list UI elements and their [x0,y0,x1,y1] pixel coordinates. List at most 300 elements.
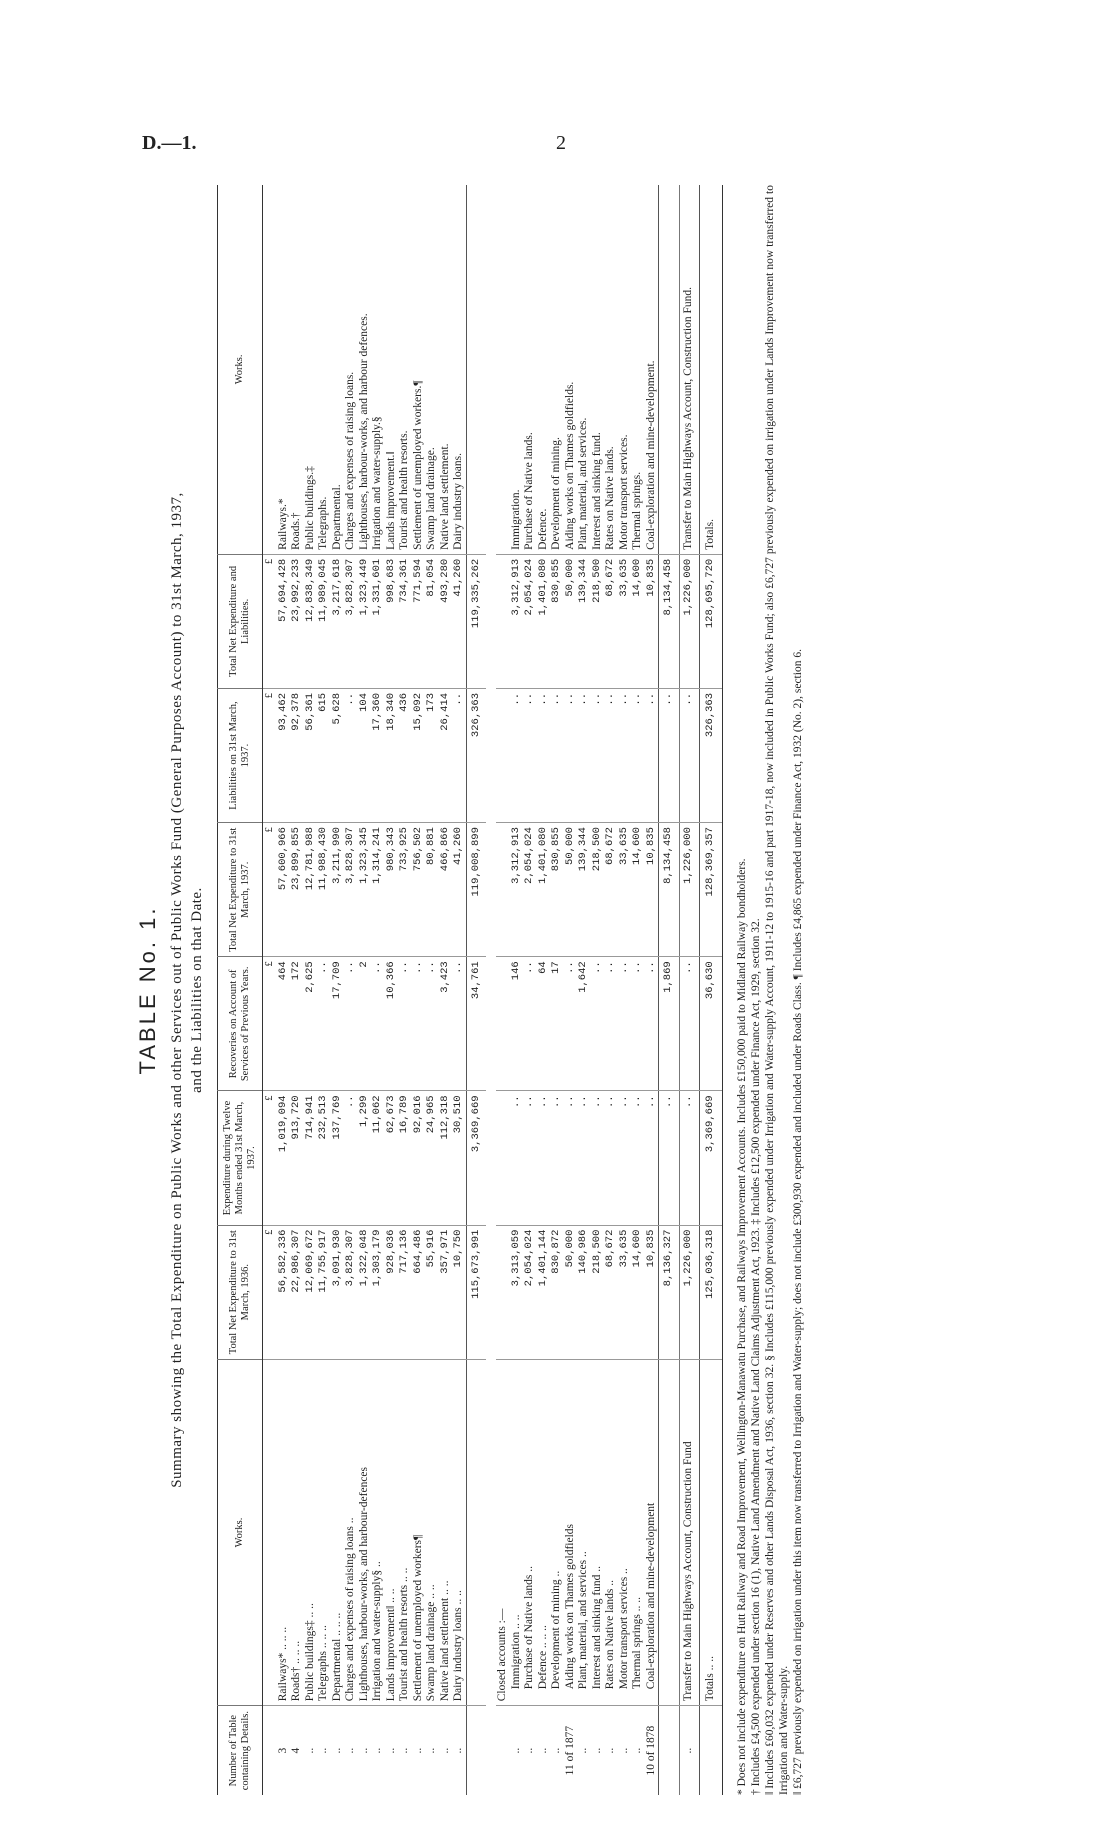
cell-works [466,1359,486,1706]
table-row [385,185,399,1795]
cell-works: Telegraphs .. .. .. [317,1359,331,1706]
cell-liab: 56,361 [304,688,318,822]
footnote: † Includes £4,500 expended under section 16 (1), Native Land Amendment and Native Land Claims Adjustment Act, 1923. ‡ Includes £12,500 expended under Finance Act, 1929, section 32. [749,918,762,1795]
table-row [277,185,291,1795]
cell-works2: Irrigation and water-supply.§ [371,416,383,550]
cell-num: .. [439,1706,453,1795]
cell-works2 [659,185,680,554]
cell-rec: 1,869 [659,957,680,1091]
currency-row [263,185,277,1795]
cell-works: Immigration .. .. [510,1359,524,1706]
cell-t36: 22,986,307 [290,1225,304,1359]
cell-num: 10 of 1878 [645,1706,659,1795]
cell-liab: .. [537,688,551,822]
cell-works [659,1359,680,1706]
cell-num: .. [385,1706,399,1795]
cell-num: .. [591,1706,605,1795]
cell-num [466,1706,486,1795]
cell-liab: 104 [358,688,372,822]
cell-works: Rates on Native lands .. [604,1359,618,1706]
cell-t37: 980,343 [385,823,399,957]
footnote: ‖ £6,727 previously expended on irrigation under this item now transferred to Irrigation and Water-supply; does not include £300,930 expended and included under Roads Class. ¶ Includes £4,865 expended under Finance Act, 1932 (No. 2), section 6. [791,649,804,1795]
cell-works2: Coal-exploration and mine-development. [644,360,657,550]
cell-t36: 125,036,318 [700,1225,723,1359]
cell-works: Plant, material, and services .. [577,1359,591,1706]
cell-exp: .. [510,1091,524,1225]
table-row [412,185,426,1795]
cell-exp: 112,318 [439,1091,453,1225]
cell-exp: 3,369,669 [700,1091,723,1225]
cell-t36: 10,750 [452,1225,466,1359]
col-number: Number of Table containing Details. [218,1706,263,1795]
cell-exp: .. [344,1091,358,1225]
table-row [439,185,453,1795]
table-row [331,185,345,1795]
document-code: D.—1. [142,132,197,154]
cell-exp: 62,673 [385,1091,399,1225]
cell-works2: Charges and expenses of raising loans. [344,371,356,550]
cell-t37: 466,866 [439,823,453,957]
cell-num: .. [331,1706,345,1795]
cell-works2: Immigration. [509,489,522,550]
currency-symbol: £ [263,688,277,822]
cell-t37: 218,500 [591,823,605,957]
col-works-repeat: Works. [218,185,263,554]
cell-works: Defence .. .. .. [537,1359,551,1706]
cell-works: Charges and expenses of raising loans .. [344,1359,358,1706]
cell-t36: 717,136 [398,1225,412,1359]
cell-works2: Defence. [536,508,549,550]
table-row [700,185,723,1795]
cell-works: Irrigation and water-supply§ .. [371,1359,385,1706]
cell-works2: Settlement of unemployed workers.¶ [411,380,424,550]
cell-works: Purchase of Native lands .. [523,1359,537,1706]
cell-t37: 1,401,080 [537,823,551,957]
cell-works: Settlement of unemployed workers¶ [412,1359,426,1706]
cell-rec: 172 [290,957,304,1091]
cell-empty [496,957,510,1091]
table-row [550,185,564,1795]
cell-t37: 3,211,990 [331,823,345,957]
cell-liab: 17,360 [371,688,385,822]
cell-liab: .. [344,688,358,822]
cell-tot: 3,217,618 [331,554,345,688]
expenditure-table [217,185,723,1795]
col-liabilities: Liabilities on 31st March, 1937. [218,688,263,822]
rotated-table-page [135,185,1005,1795]
cell-empty [496,554,510,688]
cell-num [700,1706,723,1795]
cell-rec: .. [591,957,605,1091]
cell-num: .. [523,1706,537,1795]
cell-t36: 3,828,307 [344,1225,358,1359]
cell-tot: 68,672 [604,554,618,688]
cell-tot: 1,331,601 [371,554,385,688]
cell-t36: 3,091,930 [331,1225,345,1359]
cell-t36: 1,322,048 [358,1225,372,1359]
currency-symbol: £ [263,823,277,957]
cell-exp: 137,769 [331,1091,345,1225]
cell-exp: .. [679,1091,700,1225]
table-row [631,185,645,1795]
table-title-line1: Summary showing the Total Expenditure on Public Works and other Services out of Public Works Fund (General Purposes Account) to 31st March, 1937, [169,492,185,1488]
currency-symbol: £ [263,957,277,1091]
cell-exp: .. [564,1091,578,1225]
cell-works: Thermal springs .. .. [631,1359,645,1706]
table-row [510,185,524,1795]
currency-symbol: £ [263,1225,277,1359]
cell-rec: .. [645,957,659,1091]
cell-t37: 41,260 [452,823,466,957]
cell-t37: 1,323,345 [358,823,372,957]
currency-symbol: £ [263,554,277,688]
cell-works: Dairy industry loans .. .. [452,1359,466,1706]
cell-t36: 1,303,179 [371,1225,385,1359]
cell-num: .. [425,1706,439,1795]
cell-works2: Telegraphs. [317,496,329,550]
cell-num: .. [618,1706,632,1795]
cell-liab: .. [645,688,659,822]
col-expenditure-year: Expenditure during Twelve Months ended 31st March, 1937. [218,1091,263,1225]
cell-works2: Roads.† [290,512,302,550]
cell-num: .. [317,1706,331,1795]
cell-works: Native land settlement .. .. [439,1359,453,1706]
cell-rec: 464 [277,957,291,1091]
cell-tot: 33,635 [618,554,632,688]
cell-works2: Native land settlement. [438,443,451,550]
table-row [604,185,618,1795]
cell-tot: 493,280 [439,554,453,688]
cell-liab: .. [564,688,578,822]
cell-num: .. [371,1706,385,1795]
cell-t36: 33,635 [618,1225,632,1359]
table-row [371,185,385,1795]
cell-works2: Lighthouses, harbour-works, and harbour defences. [357,313,370,550]
table-row [317,185,331,1795]
table-row [537,185,551,1795]
closed-heading-row [496,185,510,1795]
cell-rec: 2 [358,957,372,1091]
cell-liab: 92,378 [290,688,304,822]
cell-exp: 24,965 [425,1091,439,1225]
cell-works2: Totals. [700,185,723,554]
cell-rec: .. [317,957,331,1091]
cell-num: 4 [290,1706,304,1795]
cell-rec: .. [412,957,426,1091]
cell-works2: Purchase of Native lands. [523,432,535,550]
cell-t37: 50,000 [564,823,578,957]
cell-tot: 11,989,045 [317,554,331,688]
cell-exp: 11,062 [371,1091,385,1225]
cell-works: Tourist and health resorts .. .. [398,1359,412,1706]
cell-liab: .. [679,688,700,822]
cell-t36: 1,401,144 [537,1225,551,1359]
col-recoveries: Recoveries on Account of Services of Previous Years. [218,957,263,1091]
cell-num: .. [510,1706,524,1795]
cell-t37: 119,008,899 [466,823,486,957]
cell-tot: 3,312,913 [510,554,524,688]
cell-liab: 18,340 [385,688,399,822]
cell-liab: .. [452,688,466,822]
cell-num: .. [679,1706,700,1795]
cell-num: .. [577,1706,591,1795]
cell-num [496,1706,510,1795]
cell-t37: 2,054,024 [523,823,537,957]
cell-tot: 12,838,349 [304,554,318,688]
cell-works: Development of mining .. [550,1359,564,1706]
cell-works2: Interest and sinking fund. [590,432,603,550]
cell-t37: 23,899,855 [290,823,304,957]
table-row [564,185,578,1795]
cell-liab: .. [550,688,564,822]
cell-tot: 10,835 [645,554,659,688]
cell-liab: .. [591,688,605,822]
cell-liab: .. [618,688,632,822]
cell-tot: 41,260 [452,554,466,688]
cell-t36: 56,582,336 [277,1225,291,1359]
cell-exp: .. [645,1091,659,1225]
col-total-liabilities: Total Net Expenditure and Liabilities. [218,554,263,688]
cell-works2: Transfer to Main Highways Account, Construction Fund. [679,185,700,554]
table-row [591,185,605,1795]
cell-liab: 93,462 [277,688,291,822]
col-total-1937: Total Net Expenditure to 31st March, 1937. [218,823,263,957]
cell-t36: 357,971 [439,1225,453,1359]
cell-exp: .. [550,1091,564,1225]
cell-num: .. [358,1706,372,1795]
cell-exp: .. [618,1091,632,1225]
closed-accounts-heading: Closed accounts :— [496,1359,510,1706]
cell-liab: .. [523,688,537,822]
cell-t36: 55,916 [425,1225,439,1359]
cell-rec: .. [618,957,632,1091]
cell-tot: 119,335,262 [466,554,486,688]
cell-works: Interest and sinking fund .. [591,1359,605,1706]
cell-rec: 34,761 [466,957,486,1091]
cell-rec: 2,625 [304,957,318,1091]
cell-rec: 64 [537,957,551,1091]
cell-works2: Railways.* [276,498,289,550]
cell-rec: .. [564,957,578,1091]
table-title-line2: and the Liabilities on that Date. [189,887,205,1093]
cell-t37: 830,855 [550,823,564,957]
cell-rec: .. [344,957,358,1091]
cell-works2: Departmental. [330,484,343,550]
cell-liab: 15,092 [412,688,426,822]
cell-t36: 830,872 [550,1225,564,1359]
cell-works2: Public buildings.‡ [303,466,316,550]
table-row [466,185,486,1795]
cell-works2: Motor transport services. [617,434,630,550]
cell-tot: 830,855 [550,554,564,688]
cell-works2: Development of mining. [550,437,562,550]
cell-works: Transfer to Main Highways Account, Construction Fund [679,1359,700,1706]
cell-exp: .. [523,1091,537,1225]
cell-rec: 1,642 [577,957,591,1091]
cell-num: .. [412,1706,426,1795]
currency-symbol: £ [263,1091,277,1225]
table-row [398,185,412,1795]
cell-t36: 10,835 [645,1225,659,1359]
cell-tot: 81,054 [425,554,439,688]
cell-t36: 140,986 [577,1225,591,1359]
cell-liab: 173 [425,688,439,822]
footnote: ‖ Includes £60,032 expended under Reserves and other Lands Disposal Act, 1936, section 32. § Includes £115,000 previously expended under Irrigation and Water-supply Account, 1911-12 to 1915-16 and part 1917-18, now included in Public Works Fund; also £6,727 previously expended on irrigation under Lands Improvement now transferred to Irrigation and Water-supply. [763,185,790,1795]
footnotes [735,185,805,1795]
cell-num: .. [452,1706,466,1795]
cell-works: Roads† .. .. .. [290,1359,304,1706]
col-total-1936: Total Net Expenditure to 31st March, 1936. [218,1225,263,1359]
cell-liab: 26,414 [439,688,453,822]
cell-liab: 5,628 [331,688,345,822]
cell-liab: 326,363 [466,688,486,822]
cell-works: Swamp land drainage .. .. [425,1359,439,1706]
cell-num: .. [304,1706,318,1795]
table-row [425,185,439,1795]
spacer-row [486,185,496,1795]
cell-works2: Aiding works on Thames goldfields. [563,381,576,550]
cell-t36: 928,036 [385,1225,399,1359]
cell-exp: .. [591,1091,605,1225]
cell-tot: 734,361 [398,554,412,688]
cell-t37: 33,635 [618,823,632,957]
cell-works2: Swamp land drainage. [425,447,437,550]
cell-works: Aiding works on Thames goldfields [564,1359,578,1706]
cell-t37: 756,502 [412,823,426,957]
cell-liab: .. [510,688,524,822]
table-row [358,185,372,1795]
cell-tot: 50,000 [564,554,578,688]
table-row [344,185,358,1795]
cell-t36: 1,226,000 [679,1225,700,1359]
cell-t37: 10,835 [645,823,659,957]
cell-t37: 139,344 [577,823,591,957]
cell-rec: .. [679,957,700,1091]
cell-empty [496,688,510,822]
header-row [218,185,263,1795]
table-row [645,185,659,1795]
cell-exp: .. [604,1091,618,1225]
table-number: TABLE No. 1. [135,905,160,1075]
cell-rec: .. [523,957,537,1091]
table-row [577,185,591,1795]
cell-works2: Plant, material, and services. [577,417,589,550]
cell-tot: 218,500 [591,554,605,688]
cell-works2: Tourist and health resorts. [398,430,410,550]
cell-works2: Lands improvement.‖ [384,451,397,550]
cell-liab: .. [604,688,618,822]
cell-tot: 771,594 [412,554,426,688]
cell-num: 11 of 1877 [564,1706,578,1795]
cell-tot: 23,992,233 [290,554,304,688]
cell-tot: 8,134,458 [659,554,680,688]
table-row [523,185,537,1795]
cell-tot: 1,401,080 [537,554,551,688]
cell-rec: .. [398,957,412,1091]
cell-tot: 3,828,307 [344,554,358,688]
cell-rec: 10,366 [385,957,399,1091]
cell-liab: 615 [317,688,331,822]
cell-tot: 57,694,428 [277,554,291,688]
cell-t37: 12,781,988 [304,823,318,957]
cell-num: .. [344,1706,358,1795]
cell-works2 [466,185,486,554]
cell-t36: 218,500 [591,1225,605,1359]
cell-liab: .. [577,688,591,822]
cell-exp: 30,510 [452,1091,466,1225]
cell-exp: 1,299 [358,1091,372,1225]
cell-tot: 1,323,449 [358,554,372,688]
cell-t36: 3,313,059 [510,1225,524,1359]
cell-t37: 57,600,966 [277,823,291,957]
cell-exp: 1,019,094 [277,1091,291,1225]
cell-exp: 913,720 [290,1091,304,1225]
cell-num [659,1706,680,1795]
cell-works: Lands improvement‖ .. .. [385,1359,399,1706]
cell-tot: 14,600 [631,554,645,688]
cell-tot: 128,695,720 [700,554,723,688]
cell-works: Lighthouses, harbour-works, and harbour-defences [358,1359,372,1706]
cell-t37: 1,226,000 [679,823,700,957]
cell-t37: 3,312,913 [510,823,524,957]
cell-empty [496,823,510,957]
cell-rec: .. [371,957,385,1091]
col-works: Works. [218,1359,263,1706]
cell-t36: 2,054,024 [523,1225,537,1359]
cell-empty [496,1091,510,1225]
cell-tot: 998,683 [385,554,399,688]
cell-t37: 14,600 [631,823,645,957]
cell-exp: .. [537,1091,551,1225]
cell-empty [496,185,510,554]
cell-rec: 17 [550,957,564,1091]
cell-exp: 92,016 [412,1091,426,1225]
cell-t36: 664,486 [412,1225,426,1359]
cell-num: 3 [277,1706,291,1795]
cell-t37: 8,134,458 [659,823,680,957]
cell-num: .. [537,1706,551,1795]
footnote: * Does not include expenditure on Hutt Railway and Road Improvement, Wellington-Manawatu Purchase, and Railways Improvement Accounts. Includes £150,000 paid to Midland Railway bondholders. [735,858,748,1795]
cell-t36: 68,672 [604,1225,618,1359]
cell-exp: 232,513 [317,1091,331,1225]
cell-exp: 3,369,669 [466,1091,486,1225]
cell-t36: 11,755,917 [317,1225,331,1359]
cell-rec: .. [631,957,645,1091]
cell-exp: .. [631,1091,645,1225]
cell-t37: 3,828,307 [344,823,358,957]
cell-exp: 714,941 [304,1091,318,1225]
cell-works: Public buildings‡ .. .. [304,1359,318,1706]
table-row [304,185,318,1795]
table-row [659,185,680,1795]
cell-liab: .. [631,688,645,822]
cell-tot: 139,344 [577,554,591,688]
cell-rec: 146 [510,957,524,1091]
cell-t36: 14,600 [631,1225,645,1359]
cell-num: .. [398,1706,412,1795]
cell-t36: 8,136,327 [659,1225,680,1359]
cell-works: Motor transport services .. [618,1359,632,1706]
cell-rec: 17,709 [331,957,345,1091]
cell-works: Railways* .. .. .. [277,1359,291,1706]
cell-t37: 733,925 [398,823,412,957]
cell-t37: 80,881 [425,823,439,957]
cell-num: .. [550,1706,564,1795]
cell-exp: 16,789 [398,1091,412,1225]
cell-exp: .. [577,1091,591,1225]
cell-t37: 128,369,357 [700,823,723,957]
cell-liab: 326,363 [700,688,723,822]
